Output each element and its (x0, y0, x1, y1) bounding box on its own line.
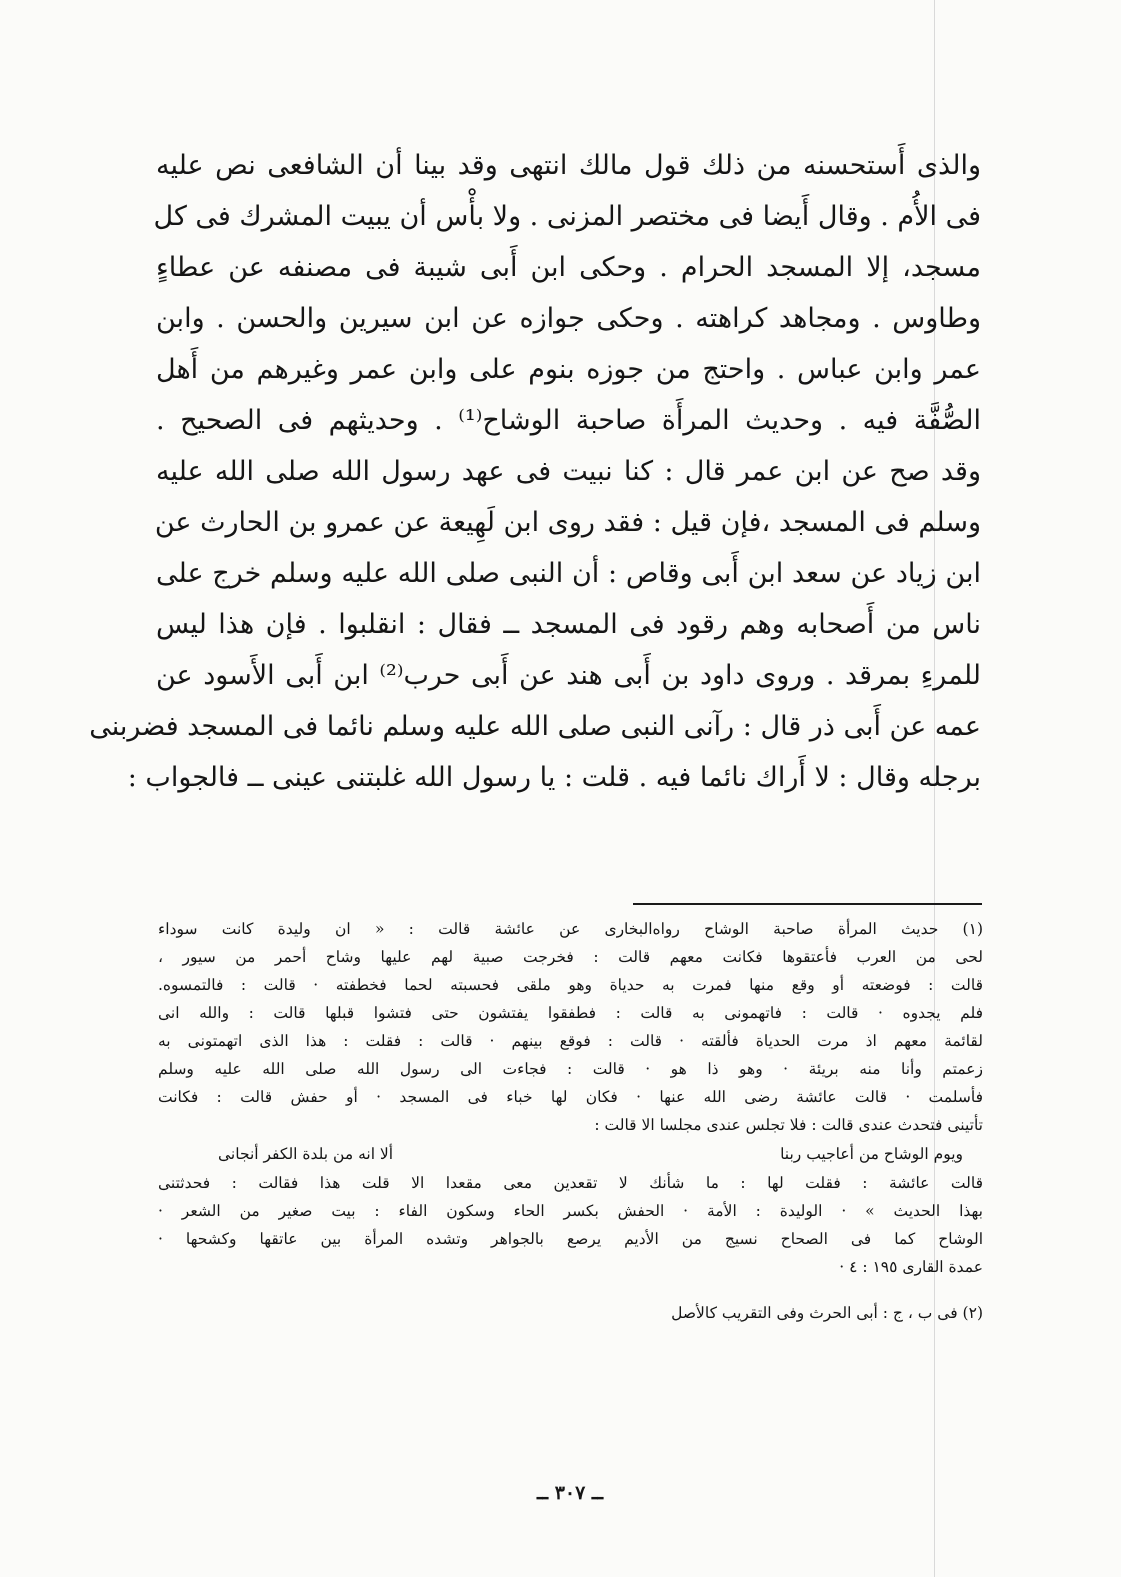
main-text-line: الصُّفَّة فيه . وحديث المرأَة صاحبة الوشاح⁽¹⁾ . وحديثهم فى الصحيح . (156, 405, 981, 436)
footnote-line: قالت عائشة : فقلت لها : ما شأنك لا تقعدين معى مقعدا الا قلت هذا فقالت : فحدثتنى (158, 1174, 983, 1192)
footnote-line: قالت : فوضعته أو وقع منها فمرت به حدياة وهو ملقى فحسبته لحما فخطفته · قالت : فالتمسوه. (158, 976, 983, 994)
main-text-line: وقد صح عن ابن عمر قال : كنا نبيت فى عهد رسول الله صلى الله عليه (156, 456, 981, 487)
main-text-line: مسجد، إلا المسجد الحرام . وحكى ابن أَبى شيبة فى مصنفه عن عطاءٍ (156, 252, 981, 283)
main-text-line: للمرءِ بمرقد . وروى داود بن أَبى هند عن أَبى حرب⁽²⁾ ابن أَبى الأَسود عن (156, 660, 981, 691)
verse-second-hemistich: ألا انه من بلدة الكفر أنجانى (218, 1145, 394, 1163)
verse-first-hemistich: ويوم الوشاح من أعاجيب ربنا (780, 1145, 963, 1163)
main-text-line: وطاوس . ومجاهد كراهته . وحكى جوازه عن ابن سيرين والحسن . وابن (156, 303, 981, 334)
footnote-line: عمدة القارى ١٩٥ : ٤ · (839, 1258, 983, 1276)
footnote-line: (١) حديث المرأة صاحبة الوشاح رواه‌البخارى عن عائشة قالت : « ان وليدة كانت سوداء (158, 920, 983, 938)
main-text-line: عمه عن أَبى ذر قال : رآنى النبى صلى الله عليه وسلم نائما فى المسجد فضربنى (89, 711, 981, 742)
footnote-line: تأتينى فتحدث عندى قالت : فلا تجلس عندى مجلسا الا قالت : (594, 1116, 983, 1134)
main-text-line: وسلم فى المسجد ،فإن قيل : فقد روى ابن لَهِيعة عن عمرو بن الحارث عن (154, 507, 981, 538)
main-text-block (89, 140, 981, 803)
footnote-verse (158, 1139, 983, 1169)
main-text-line: عمر وابن عباس . واحتج من جوزه بنوم على وابن عمر وغيرهم من أَهل (156, 354, 981, 385)
footnote-line: فأسلمت · قالت عائشة رضى الله عنها · فكان لها خباء فى المسجد · أو حفش قالت : فكانت (158, 1088, 983, 1106)
footnote-line: لقائمة معهم اذ مرت الحدياة فألقته · قالت : فوقع بينهم · قالت : فقلت : هذا الذى اتهمتونى به (158, 1032, 983, 1050)
footnote-line: فلم يجدوه · قالت : فاتهمونى به قالت : فطفقوا يفتشون حتى فتشوا قبلها قالت : والله انى (158, 1004, 983, 1022)
footnote-gap (158, 1281, 983, 1299)
footnote-line: لحى من العرب فأعتقوها فكانت معهم قالت : فخرجت صبية لهم عليها وشاح أحمر من سيور ، (158, 948, 983, 966)
main-text-line: ابن زياد عن سعد ابن أَبى وقاص : أن النبى صلى الله عليه وسلم خرج على (156, 558, 981, 589)
footnote-line: زعمتم وأنا منه بريئة · وهو ذا هو · قالت : فجاءت الى رسول الله صلى الله عليه وسلم (158, 1060, 983, 1078)
footnotes-block (158, 915, 983, 1327)
main-text-line: ناس من أَصحابه وهم رقود فى المسجد ــ فقال : انقلبوا . فإن هذا ليس (156, 609, 981, 640)
footnote-2: (٢) فى ب ، ج : أبى الحرث وفى التقريب كالأصل (671, 1304, 983, 1322)
main-text-line: برجله وقال : لا أَراك نائما فيه . قلت : يا رسول الله غلبتنى عينى ــ فالجواب : (127, 762, 981, 793)
footnote-line: بهذا الحديث » · الوليدة : الأمة · الحفش بكسر الحاء وسكون الفاء : بيت صغير من الشعر · (158, 1202, 983, 1220)
footnote-separator (633, 903, 982, 905)
main-text-line: والذى أَستحسنه من ذلك قول مالك انتهى وقد بينا أن الشافعى نص عليه (156, 150, 981, 181)
main-text-line: فى الأُم . وقال أَيضا فى مختصر المزنى . ولا بأْس أن يبيت المشرك فى كل (153, 201, 981, 232)
page-number: ــ ٣٠٧ ــ (536, 1482, 604, 1504)
footnote-line: الوشاح كما فى الصحاح نسيج من الأديم يرصع بالجواهر وتشده المرأة بين عاتقها وكشحها · (158, 1230, 983, 1248)
